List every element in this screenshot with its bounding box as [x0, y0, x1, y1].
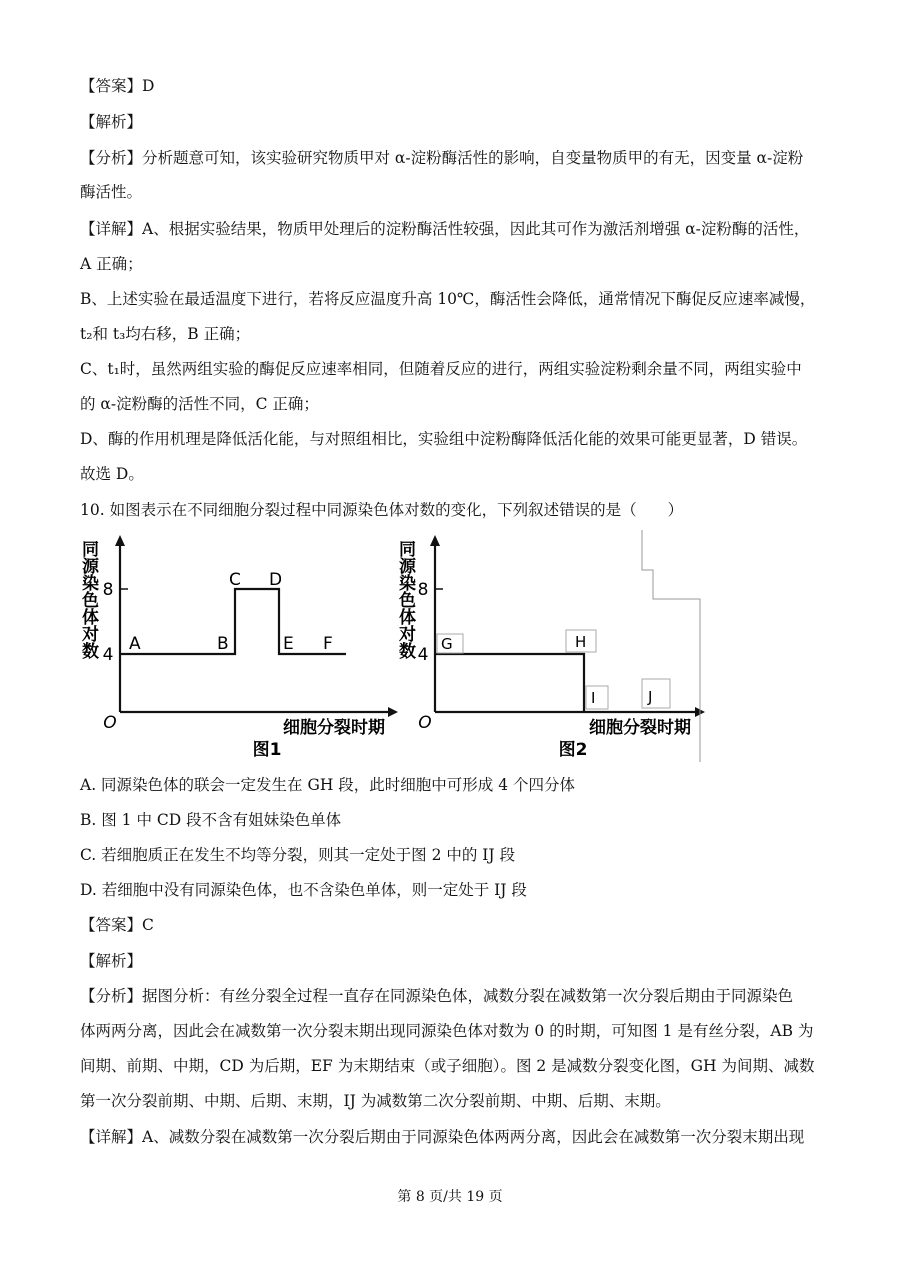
x-axis-label: 细胞分裂时期 [283, 718, 385, 738]
y-axis-arrow [115, 535, 125, 546]
question-10: 10. 如图表示在不同细胞分裂过程中同源染色体对数的变化，下列叙述错误的是（ ） [80, 501, 684, 519]
answer-label: 【答案】C [80, 916, 154, 934]
point-label-i: I [591, 689, 596, 707]
point-label-f: F [323, 634, 333, 654]
tick-label-8: 8 [417, 580, 429, 600]
detail-text: B、上述实验在最适温度下进行，若将反应温度升高 10℃，酶活性会降低，通常情况下酶促反应速率减慢， [80, 290, 816, 308]
figure-caption: 图1 [252, 740, 282, 760]
x-axis-label: 细胞分裂时期 [589, 718, 691, 738]
figure-2 [395, 530, 710, 765]
y-axis-label: 同源染色体对数 [395, 540, 415, 659]
option-a: A. 同源染色体的联会一定发生在 GH 段，此时细胞中可形成 4 个四分体 [80, 776, 576, 794]
detail-text: D、酶的作用机理是降低活化能，与对照组相比，实验组中淀粉酶降低活化能的效果可能更显著，D 错误。 [80, 430, 808, 448]
y-axis-label: 同源染色体对数 [78, 540, 98, 659]
figure1-line [120, 589, 346, 654]
analysis-text: 第一次分裂前期、中期、后期、末期，IJ 为减数第二次分裂前期、中期、后期、末期。 [80, 1092, 671, 1110]
analysis-text: 体两两分离，因此会在减数第一次分裂末期出现同源染色体对数为 0 的时期，可知图 1 是有丝分裂，AB 为 [80, 1022, 814, 1040]
analysis-text: 【分析】据图分析：有丝分裂全过程一直存在同源染色体，减数分裂在减数第一次分裂后期由于同源染色 [80, 987, 794, 1005]
origin-label: O [103, 713, 117, 733]
point-label-b: B [217, 634, 229, 654]
detail-text: t₂和 t₃均右移，B 正确； [80, 325, 251, 343]
figure-1 [78, 530, 398, 765]
detail-text: C、t₁时，虽然两组实验的酶促反应速率相同，但随着反应的进行，两组实验淀粉剩余量不同，两组实验中 [80, 360, 802, 378]
detail-text: 【详解】A、减数分裂在减数第一次分裂后期由于同源染色体两两分离，因此会在减数第一次分裂末期出现 [80, 1128, 805, 1146]
label-box-i [586, 686, 608, 709]
option-c: C. 若细胞质正在发生不均等分裂，则其一定处于图 2 中的 IJ 段 [80, 846, 516, 864]
point-label-a: A [129, 634, 141, 654]
option-b: B. 图 1 中 CD 段不含有姐妹染色单体 [80, 811, 342, 829]
point-label-h: H [575, 633, 587, 651]
analysis-label: 【解析】 [80, 952, 143, 970]
origin-label: O [418, 713, 432, 733]
figure2-line [435, 654, 584, 712]
label-box-j [642, 679, 670, 708]
detail-text: 的 α-淀粉酶的活性不同，C 正确； [80, 395, 319, 413]
page-footer: 第 8 页/共 19 页 [397, 1189, 503, 1205]
detail-text: A 正确； [80, 255, 143, 273]
point-label-e: E [283, 634, 294, 654]
analysis-text: 【分析】分析题意可知，该实验研究物质甲对 α-淀粉酶活性的影响，自变量物质甲的有无，因变量 α-淀粉 [80, 149, 804, 167]
analysis-text: 间期、前期、中期，CD 为后期，EF 为末期结束（或子细胞）。图 2 是减数分裂变化图，GH 为间期、减数 [80, 1057, 815, 1075]
point-label-g: G [441, 635, 453, 653]
detail-text: 故选 D。 [80, 465, 144, 483]
point-label-c: C [229, 570, 241, 590]
tick-label-8: 8 [102, 580, 114, 600]
analysis-label: 【解析】 [80, 113, 143, 131]
point-label-d: D [269, 570, 283, 590]
option-d: D. 若细胞中没有同源染色体，也不含染色单体，则一定处于 IJ 段 [80, 881, 527, 899]
y-axis-arrow [430, 535, 440, 546]
figure-caption: 图2 [558, 740, 588, 760]
detail-text: 【详解】A、根据实验结果，物质甲处理后的淀粉酶活性较强，因此其可作为激活剂增强 α-淀粉酶的活性， [80, 220, 810, 238]
analysis-text: 酶活性。 [80, 183, 143, 201]
tick-label-4: 4 [417, 645, 429, 665]
tick-label-4: 4 [102, 645, 114, 665]
point-label-j: J [648, 688, 653, 706]
answer-label: 【答案】D [80, 77, 155, 95]
